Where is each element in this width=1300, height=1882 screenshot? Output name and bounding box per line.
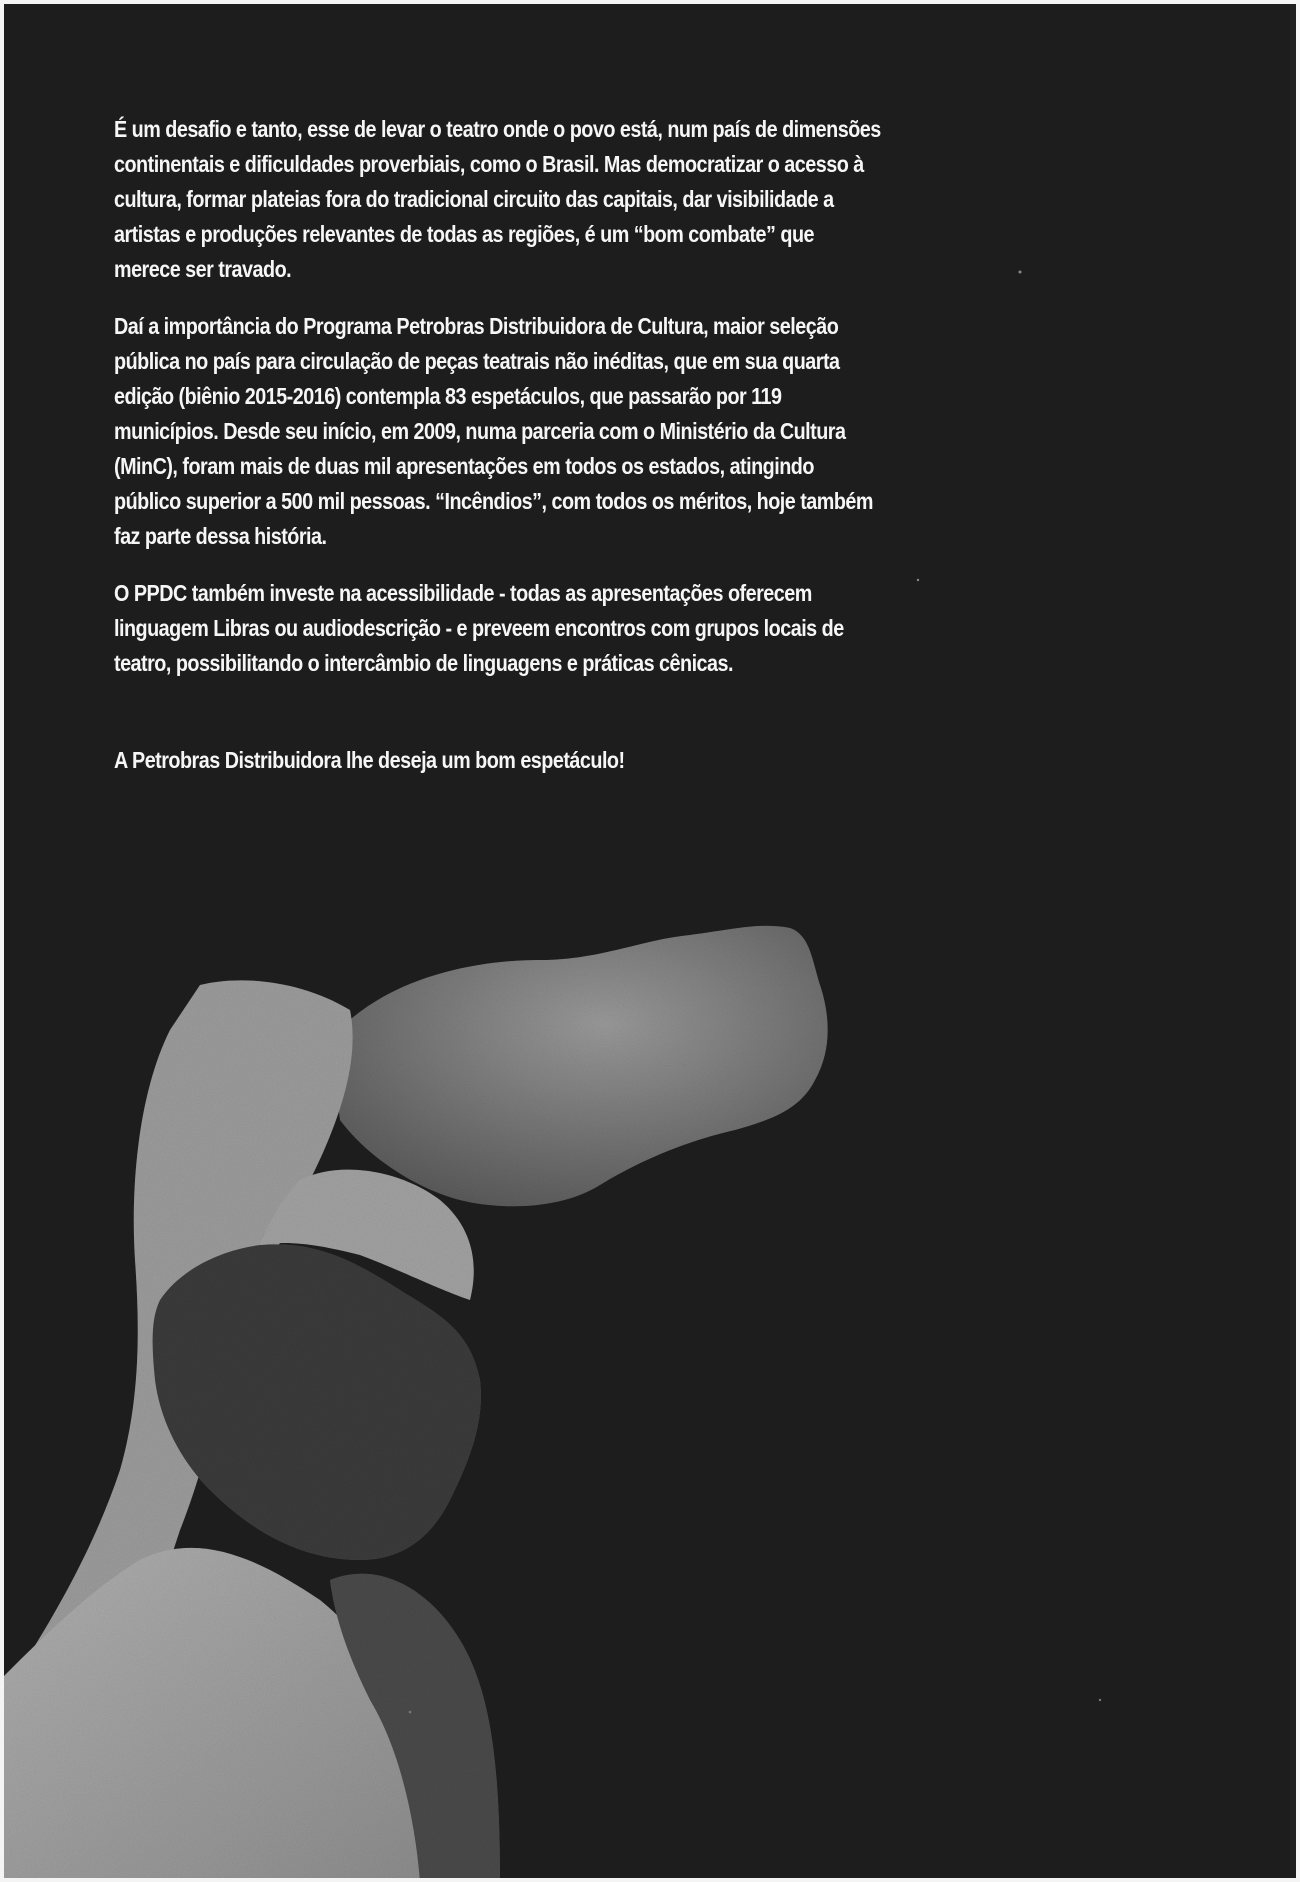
paragraph-intro: É um desafio e tanto, esse de levar o teatro onde o povo está, num país de dimensões continentais e dificuldades proverbiais, como o Brasil. Mas democratizar o acesso à cultura, formar plateias fora do tradicional circuito das capitais, dar visibilidade a artistas e produções relevantes de todas as regiões, é um “bom combate” que merece ser travado. <box>114 116 881 282</box>
paragraph-accessibility: O PPDC também investe na acessibilidade - todas as apresentações oferecem linguagem Libras ou audiodescrição - e preveem encontros com grupos locais de teatro, possibilitando o intercâmbio de linguagens e práticas cênicas. <box>114 580 844 676</box>
paragraph-program: Daí a importância do Programa Petrobras Distribuidora de Cultura, maior seleção pública no país para circulação de peças teatrais não inéditas, que em sua quarta edição (biênio 2015-2016) contempla 83 espetáculos, que passarão por 119 municípios. Desde seu início, em 2009, numa parceria com o Ministério da Cultura (MinC), foram mais de duas mil apresentações em todos os estados, atingindo público superior a 500 mil pessoas. “Incêndios”, com todos os méritos, hoje também faz parte dessa história. <box>114 313 873 549</box>
figure-upper-arm <box>330 926 828 1206</box>
closing-line: A Petrobras Distribuidora lhe deseja um bom espetáculo! <box>114 747 625 773</box>
dust-speck <box>917 579 919 581</box>
dust-speck <box>1099 1699 1101 1701</box>
figure-shadow-band <box>153 1244 481 1560</box>
dust-speck <box>1019 271 1022 274</box>
body-text <box>114 112 884 800</box>
dust-speck <box>409 1711 412 1714</box>
